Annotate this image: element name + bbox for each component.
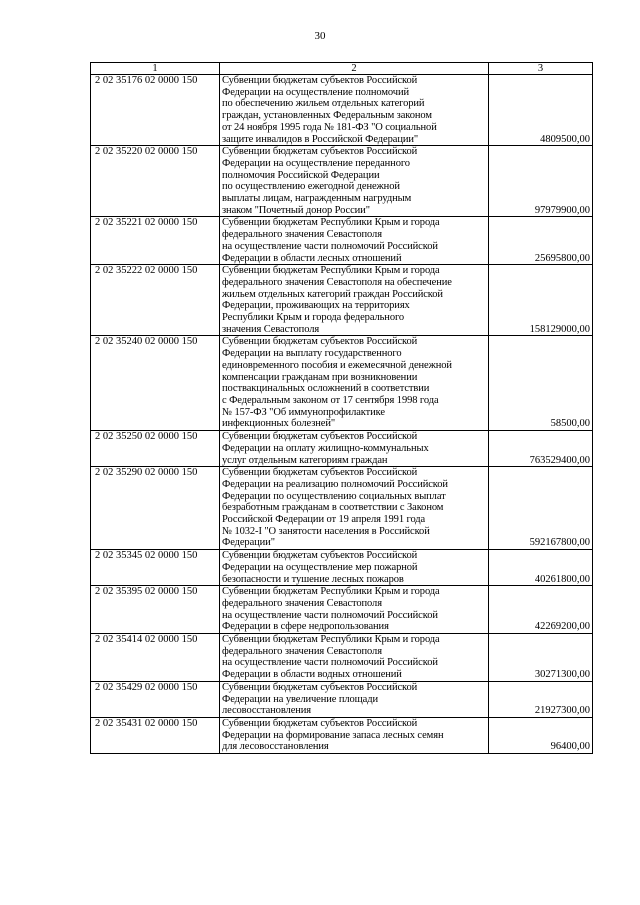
description-cell: Субвенции бюджетам Республики Крым и города федерального значения Севастополя на осуществление части полномочий Российской Федерации в области водных отношений [220, 634, 489, 682]
page-number: 30 [314, 30, 326, 42]
amount-cell: 25695800,00 [489, 217, 593, 265]
table-row [91, 217, 593, 265]
table-row [91, 336, 593, 431]
amount-cell: 40261800,00 [489, 550, 593, 586]
column-header-description: 2 [220, 63, 489, 75]
description-cell: Субвенции бюджетам субъектов Российской Федерации на увеличение площади лесовосстановления [220, 681, 489, 717]
column-header-amount: 3 [489, 63, 593, 75]
budget-code-cell: 2 02 35395 02 0000 150 [91, 586, 220, 634]
header-row [91, 63, 593, 75]
amount-cell: 42269200,00 [489, 586, 593, 634]
budget-code-cell: 2 02 35221 02 0000 150 [91, 217, 220, 265]
amount-cell: 58500,00 [489, 336, 593, 431]
description-cell: Субвенции бюджетам Республики Крым и города федерального значения Севастополя на осуществление части полномочий Российской Федерации в сфере недропользования [220, 586, 489, 634]
description-cell: Субвенции бюджетам субъектов Российской Федерации на реализацию полномочий Российской Федерации по осуществлению социальных выплат безработным гражданам в соответствии с Законом Российской Федерации от 19 апреля 1991 года № 1032-I "О занятости населения в Российской Федерации" [220, 467, 489, 550]
description-cell: Субвенции бюджетам субъектов Российской Федерации на осуществление мер пожарной безопасности и тушение лесных пожаров [220, 550, 489, 586]
table-row [91, 431, 593, 467]
budget-table [90, 62, 593, 754]
budget-code-cell: 2 02 35431 02 0000 150 [91, 717, 220, 753]
budget-code-cell: 2 02 35345 02 0000 150 [91, 550, 220, 586]
table-row [91, 550, 593, 586]
table-row [91, 146, 593, 217]
column-header-code: 1 [91, 63, 220, 75]
table-row [91, 586, 593, 634]
description-cell: Субвенции бюджетам субъектов Российской Федерации на выплату государственного единовременного пособия и ежемесячной денежной компенсации гражданам при возникновении поствакцинальных осложнений в соответствии с Федеральным законом от 17 сентября 1998 года № 157-ФЗ "Об иммунопрофилактике инфекционных болезней" [220, 336, 489, 431]
description-cell: Субвенции бюджетам субъектов Российской Федерации на осуществление переданного полномочия Российской Федерации по осуществлению ежегодной денежной выплаты лицам, награжденным нагрудным знаком "Почетный донор России" [220, 146, 489, 217]
description-cell: Субвенции бюджетам субъектов Российской Федерации на осуществление полномочий по обеспечению жильем отдельных категорий граждан, установленных Федеральным законом от 24 ноября 1995 года № 181-ФЗ "О социальной защите инвалидов в Российской Федерации" [220, 75, 489, 146]
description-cell: Субвенции бюджетам Республики Крым и города федерального значения Севастополя на осуществление части полномочий Российской Федерации в области лесных отношений [220, 217, 489, 265]
budget-code-cell: 2 02 35290 02 0000 150 [91, 467, 220, 550]
description-cell: Субвенции бюджетам субъектов Российской Федерации на формирование запаса лесных семян для лесовосстановления [220, 717, 489, 753]
table-row [91, 717, 593, 753]
budget-code-cell: 2 02 35240 02 0000 150 [91, 336, 220, 431]
amount-cell: 30271300,00 [489, 634, 593, 682]
amount-cell: 21927300,00 [489, 681, 593, 717]
budget-code-cell: 2 02 35414 02 0000 150 [91, 634, 220, 682]
budget-code-cell: 2 02 35250 02 0000 150 [91, 431, 220, 467]
description-cell: Субвенции бюджетам Республики Крым и города федерального значения Севастополя на обеспечение жильем отдельных категорий граждан Российской Федерации, проживающих на территориях Республики Крым и города федерального значения Севастополя [220, 265, 489, 336]
table-row [91, 634, 593, 682]
amount-cell: 4809500,00 [489, 75, 593, 146]
table-body [91, 63, 593, 754]
table-row [91, 75, 593, 146]
description-cell: Субвенции бюджетам субъектов Российской Федерации на оплату жилищно-коммунальных услуг отдельным категориям граждан [220, 431, 489, 467]
table-row [91, 681, 593, 717]
table-row [91, 467, 593, 550]
amount-cell: 592167800,00 [489, 467, 593, 550]
budget-code-cell: 2 02 35429 02 0000 150 [91, 681, 220, 717]
amount-cell: 763529400,00 [489, 431, 593, 467]
amount-cell: 97979900,00 [489, 146, 593, 217]
budget-code-cell: 2 02 35176 02 0000 150 [91, 75, 220, 146]
table-row [91, 265, 593, 336]
budget-code-cell: 2 02 35220 02 0000 150 [91, 146, 220, 217]
budget-code-cell: 2 02 35222 02 0000 150 [91, 265, 220, 336]
amount-cell: 96400,00 [489, 717, 593, 753]
amount-cell: 158129000,00 [489, 265, 593, 336]
